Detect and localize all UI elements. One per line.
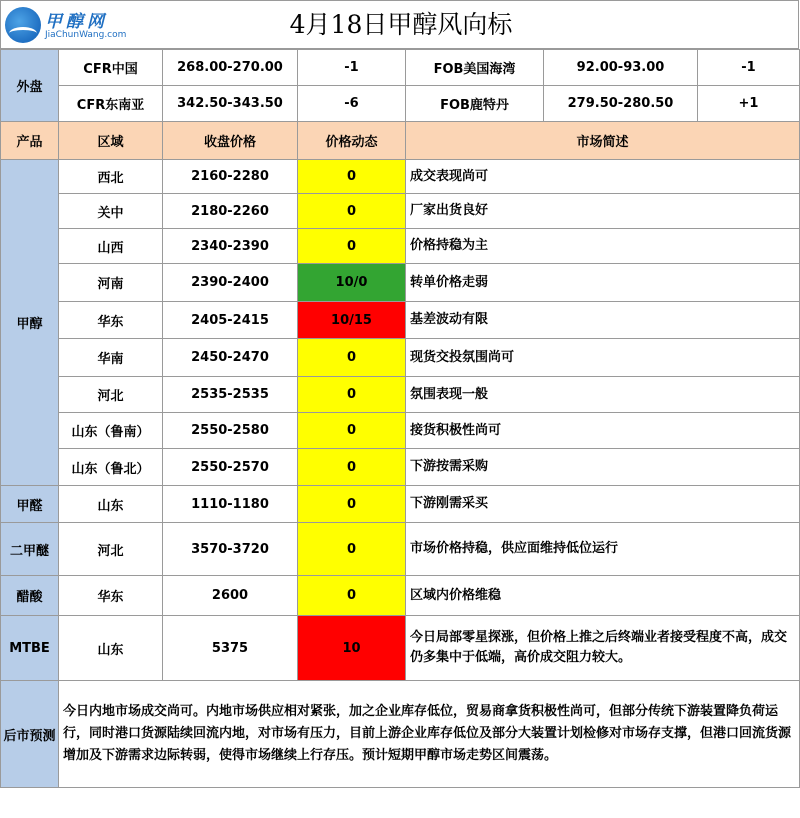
logo-text-cn: 甲醇网 [45, 12, 108, 32]
table-row [1, 413, 800, 449]
region-cell: 山东（鲁北） [59, 449, 163, 486]
dynamic-cell: 0 [298, 377, 406, 413]
price-cell: 2550-2580 [163, 413, 298, 449]
price-cell: 2160-2280 [163, 160, 298, 194]
region-cell: 华东 [59, 576, 163, 616]
dynamic-cell: 10/0 [298, 264, 406, 302]
foreign-price: 342.50-343.50 [163, 86, 298, 122]
site-logo[interactable] [5, 5, 127, 45]
product-name: MTBE [1, 616, 59, 681]
price-cell: 2535-2535 [163, 377, 298, 413]
summary-cell: 基差波动有限 [406, 302, 800, 339]
table-row [1, 616, 800, 681]
column-header-row [1, 122, 800, 160]
foreign-name: CFR东南亚 [59, 86, 163, 122]
foreign-name: CFR中国 [59, 50, 163, 86]
foreign-row [1, 86, 800, 122]
product-name: 二甲醚 [1, 523, 59, 576]
price-cell: 2405-2415 [163, 302, 298, 339]
table-row [1, 377, 800, 413]
summary-cell: 今日局部零星探涨，但价格上推之后终端业者接受程度不高，成交仍多集中于低端，高价成交阻力较大。 [406, 616, 800, 681]
table-row [1, 523, 800, 576]
region-cell: 关中 [59, 194, 163, 229]
foreign-name: FOB鹿特丹 [406, 86, 544, 122]
price-cell: 2600 [163, 576, 298, 616]
summary-cell: 厂家出货良好 [406, 194, 800, 229]
price-cell: 2180-2260 [163, 194, 298, 229]
dynamic-cell: 0 [298, 339, 406, 377]
summary-cell: 转单价格走弱 [406, 264, 800, 302]
dynamic-cell: 0 [298, 160, 406, 194]
forecast-text: 今日内地市场成交尚可。内地市场供应相对紧张，加之企业库存低位，贸易商拿货积极性尚可，但部分传统下游装置降负荷运行，同时港口货源陆续回流内地，对市场有压力，目前上游企业库存低位及部分大装置计划检修对市场存支撑，但港口回流货源增加及下游需求边际转弱，使得市场继续上行存压。预计短期甲醇市场走势区间震荡。 [59, 681, 800, 788]
column-header-price: 收盘价格 [163, 122, 298, 160]
product-name: 醋酸 [1, 576, 59, 616]
foreign-change: +1 [698, 86, 800, 122]
forecast-row [1, 681, 800, 788]
foreign-name: FOB美国海湾 [406, 50, 544, 86]
dynamic-cell: 0 [298, 523, 406, 576]
foreign-change: -1 [298, 50, 406, 86]
foreign-price: 92.00-93.00 [544, 50, 698, 86]
dynamic-cell: 0 [298, 486, 406, 523]
summary-cell: 市场价格持稳，供应面维持低位运行 [406, 523, 800, 576]
price-cell: 2390-2400 [163, 264, 298, 302]
summary-cell: 现货交投氛围尚可 [406, 339, 800, 377]
dynamic-cell: 0 [298, 413, 406, 449]
price-table [0, 49, 800, 788]
table-row [1, 576, 800, 616]
logo-globe-icon [5, 7, 41, 43]
region-cell: 河南 [59, 264, 163, 302]
dynamic-cell: 0 [298, 194, 406, 229]
dynamic-cell: 0 [298, 229, 406, 264]
table-row [1, 486, 800, 523]
table-row [1, 160, 800, 194]
price-cell: 2550-2570 [163, 449, 298, 486]
dynamic-cell: 0 [298, 449, 406, 486]
foreign-change: -6 [298, 86, 406, 122]
dynamic-cell: 0 [298, 576, 406, 616]
summary-cell: 价格持稳为主 [406, 229, 800, 264]
page-header [0, 0, 799, 49]
product-name: 甲醇 [1, 160, 59, 486]
dynamic-cell: 10/15 [298, 302, 406, 339]
region-cell: 华南 [59, 339, 163, 377]
forecast-label: 后市预测 [1, 681, 59, 788]
region-cell: 河北 [59, 523, 163, 576]
region-cell: 山西 [59, 229, 163, 264]
column-header-product: 产品 [1, 122, 59, 160]
column-header-summary: 市场简述 [406, 122, 800, 160]
table-row [1, 264, 800, 302]
summary-cell: 氛围表现一般 [406, 377, 800, 413]
table-row [1, 229, 800, 264]
column-header-dynamic: 价格动态 [298, 122, 406, 160]
column-header-region: 区域 [59, 122, 163, 160]
page-title: 4月18日甲醇风向标 [289, 10, 513, 39]
product-name: 甲醛 [1, 486, 59, 523]
price-cell: 5375 [163, 616, 298, 681]
foreign-change: -1 [698, 50, 800, 86]
foreign-price: 268.00-270.00 [163, 50, 298, 86]
summary-cell: 成交表现尚可 [406, 160, 800, 194]
foreign-row [1, 50, 800, 86]
summary-cell: 下游刚需采买 [406, 486, 800, 523]
price-cell: 2340-2390 [163, 229, 298, 264]
summary-cell: 区域内价格维稳 [406, 576, 800, 616]
region-cell: 山东 [59, 486, 163, 523]
summary-cell: 接货积极性尚可 [406, 413, 800, 449]
region-cell: 华东 [59, 302, 163, 339]
dynamic-cell: 10 [298, 616, 406, 681]
logo-text-en: JiaChunWang.com [45, 30, 127, 40]
table-row [1, 302, 800, 339]
price-cell: 2450-2470 [163, 339, 298, 377]
region-cell: 山东 [59, 616, 163, 681]
table-row [1, 194, 800, 229]
table-row [1, 449, 800, 486]
region-cell: 河北 [59, 377, 163, 413]
foreign-price: 279.50-280.50 [544, 86, 698, 122]
summary-cell: 下游按需采购 [406, 449, 800, 486]
region-cell: 山东（鲁南） [59, 413, 163, 449]
region-cell: 西北 [59, 160, 163, 194]
table-row [1, 339, 800, 377]
foreign-label: 外盘 [1, 50, 59, 122]
price-cell: 1110-1180 [163, 486, 298, 523]
price-cell: 3570-3720 [163, 523, 298, 576]
